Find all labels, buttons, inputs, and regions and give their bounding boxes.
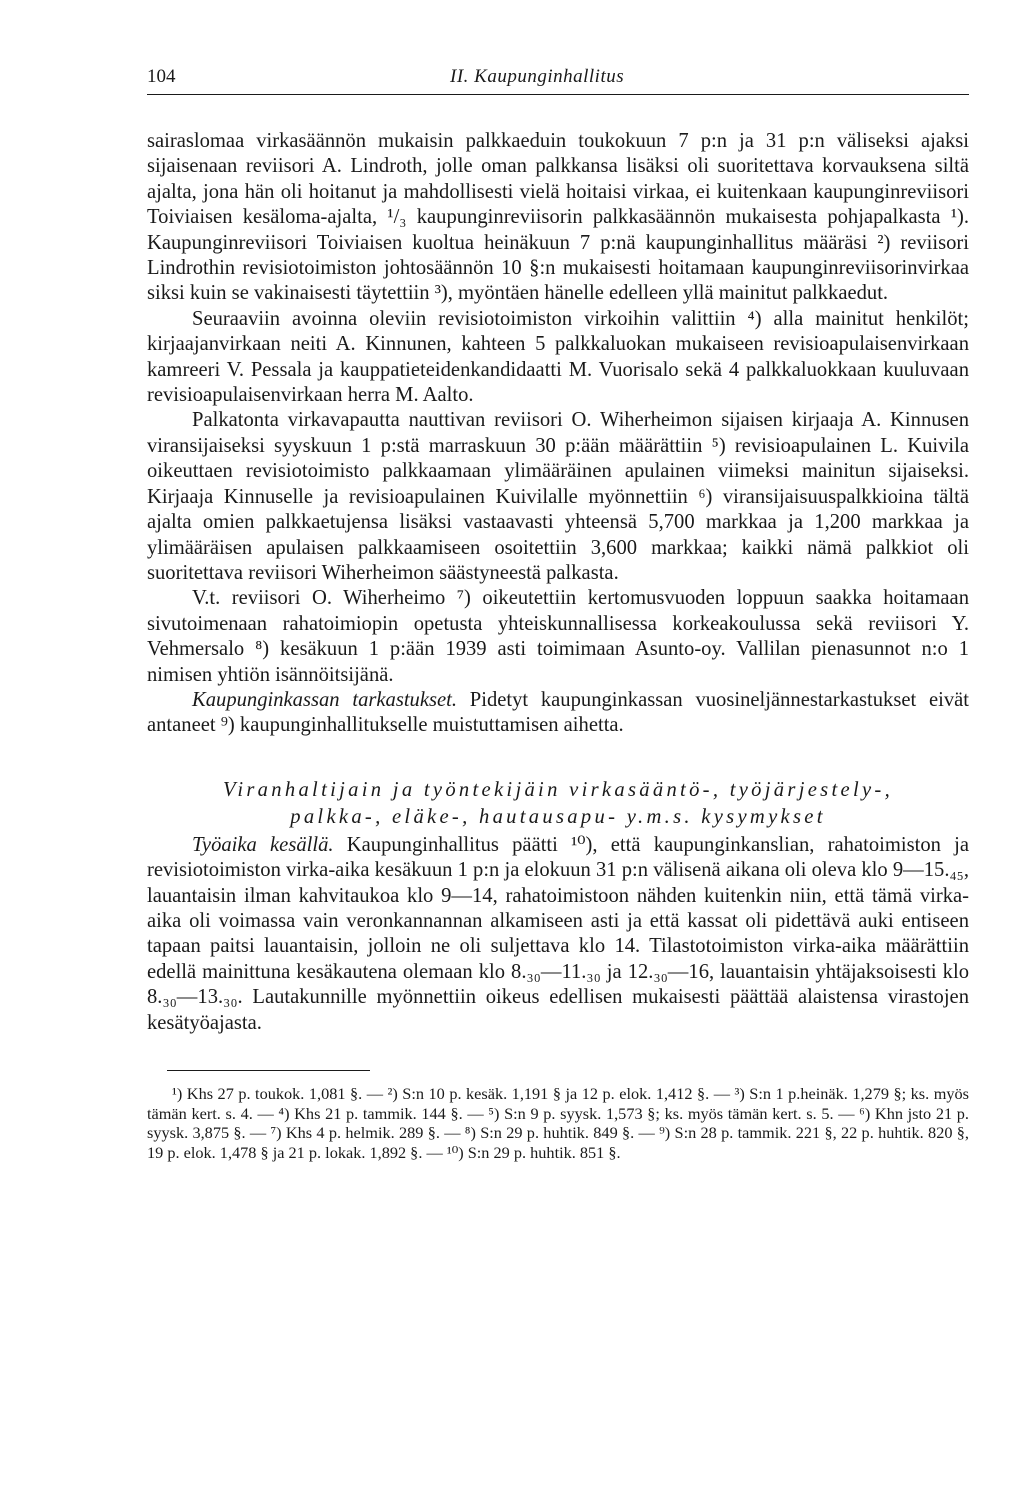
running-header [147, 60, 969, 95]
inline-heading-summer-hours: Työaika kesällä. [192, 833, 334, 856]
footnote-text: ¹) Khs 27 p. toukok. 1,081 §. — ²) S:n 10 p. kesäk. 1,191 § ja 12 p. elok. 1,412 §. — ³) S:n 1 p.heinäk. 1,279 §; ks. myös tämän kert. s. 4. — ⁴) Khs 21 p. tammik. 144 §. — ⁵) S:n 9 p. syysk. 1,573 §; ks. myös tämän kert. s. 5. — ⁶) Khn jsto 21 p. syysk. 3,875 §. — ⁷) Khs 4 p. helmik. 289 §. — ⁸) S:n 29 p. huhtik. 849 §. — ⁹) S:n 28 p. tammik. 221 §, 22 p. huhtik. 820 §, 19 p. elok. 1,478 § ja 21 p. lokak. 1,892 §. — ¹⁰) S:n 29 p. huhtik. 851 §. [147, 1084, 969, 1162]
section-heading-line-1: Viranhaltijain ja työntekijäin virkasääntö-, työjärjestely-, [222, 778, 894, 801]
paragraph-wiherheimo-substitute: Palkatonta virkavapautta nauttivan reviisori O. Wiherheimon sijaisen kirjaaja A. Kinnusen viransijaiseksi syyskuun 1 p:stä marraskuun 30 p:ään määrättiin ⁵) revisioapulainen L. Kuivila oikeuttaen revisiotoimisto palkkaamaan ylimääräinen apulainen viimeksi mainitun sijaiseksi. Kirjaaja Kinnuselle ja revisioapulainen Kuivilalle myönnettiin ⁶) viransijaisuuspalkkioina tältä ajalta omien palkkaetujensa lisäksi vastaavasti yhteensä 5,700 markkaa ja 1,200 markkaa ja ylimääräisen apulaisen palkkaamiseen osoitettiin 3,600 markkaa; kaikki nämä palkkiot oli suoritettava reviisori Wiherheimon säästyneestä palkasta. [147, 409, 969, 584]
section-text [147, 833, 969, 1036]
paragraph-substitute-reviisori: sairaslomaa virkasäännön mukaisin palkkaeduin toukokuun 7 p:n ja 31 p:n väliseksi ajaksi sijaisenaan reviisori A. Lindroth, jolle oman palkkansa lisäksi oli suoritettava korvauksena siltä ajalta, jona hän oli hoitanut ja mahdollisesti vielä hoitaisi virkaa, ei kuitenkaan kaupunginreviisori Toiviaisen kesäloma-ajalta, ¹/₃ kaupunginreviisorin palkkasäännön mukaisesta pohjapalkasta ¹). Kaupunginreviisori Toiviaisen kuoltua heinäkuun 7 p:nä kaupunginhallitus määräsi ²) reviisori Lindrothin revisiotoimiston johtosäännön 10 §:n mukaisesti hoitamaan kaupunginreviisorinvirkaa siksi kuin se vakinaisesti täytettiin ³), myöntäen hänelle edelleen yllä mainitut palkkaedut. [147, 130, 969, 305]
paragraph-side-occupations: V.t. reviisori O. Wiherheimo ⁷) oikeutettiin kertomusvuoden loppuun saakka hoitamaan sivutoimenaan rahatoimiopin opetusta yhteiskunnallisessa korkeakoulussa sekä reviisori Y. Vehmersalo ⁸) kesäkuun 1 p:ään 1939 asti toimimaan Asunto-oy. Vallilan pienasunnot n:o 1 nimisen yhtiön isännöitsijänä. [147, 587, 969, 686]
page-number: 104 [147, 66, 176, 87]
header-title: II. Kaupunginhallitus [450, 66, 625, 87]
summer-hours-text: Kaupunginhallitus päätti ¹⁰), että kaupunginkanslian, rahatoimiston ja revisiotoimiston virka-aika kesäkuun 1 p:n ja elokuun 31 p:n välisenä aikana oli oleva klo 9—15.₄₅, lauantaisin ilman kahvitaukoa klo 9—14, rahatoimistoon nähden kuitenkin niin, että tämä virka-aika oli voimassa vain veronkannannan alkamiseen asti ja että kassat oli pidettävä auki entiseen tapaan paitsi lauantaisin, jolloin ne oli suljettava klo 14. Tilastotoimiston virka-aika määrättiin edellä mainittuna kesäkautena olemaan klo 8.₃₀—11.₃₀ ja 12.₃₀—16, lauantaisin yhtäjaksoisesti klo 8.₃₀—13.₃₀. Lautakunnille myönnettiin oikeus edellisen mukaisesti päättää alaistensa virastojen kesätyöajasta. [147, 833, 969, 1034]
document-page [147, 60, 969, 1162]
paragraph-appointments: Seuraaviin avoinna oleviin revisiotoimiston virkoihin valittiin ⁴) alla mainitut henkilöt; kirjaajanvirkaan neiti A. Kinnunen, kahteen 5 palkkaluokan mukaiseen revisioapulaisenvirkaan kamreeri V. Pessala ja kauppatieteidenkandidaatti M. Vuorisalo sekä 4 palkkaluokkaan kuuluvaan revisioapulaisenvirkaan herra M. Aalto. [147, 307, 969, 407]
paragraph-summer-hours [147, 833, 969, 1036]
footnotes [147, 1084, 969, 1162]
inline-heading-cash-audits: Kaupunginkassan tarkastukset. [192, 688, 458, 711]
section-heading [147, 777, 969, 831]
cash-audits-text: Pidetyt kaupunginkassan vuosineljännestarkastukset eivät antaneet ⁹) kaupunginhallitukselle muistuttamisen aihetta. [147, 688, 969, 737]
paragraph-cash-audits [147, 688, 969, 739]
section-heading-line-2: palkka-, eläke-, hautausapu- y.m.s. kysymykset [290, 805, 826, 828]
footnote-divider [167, 1070, 370, 1071]
body-text [147, 129, 969, 739]
